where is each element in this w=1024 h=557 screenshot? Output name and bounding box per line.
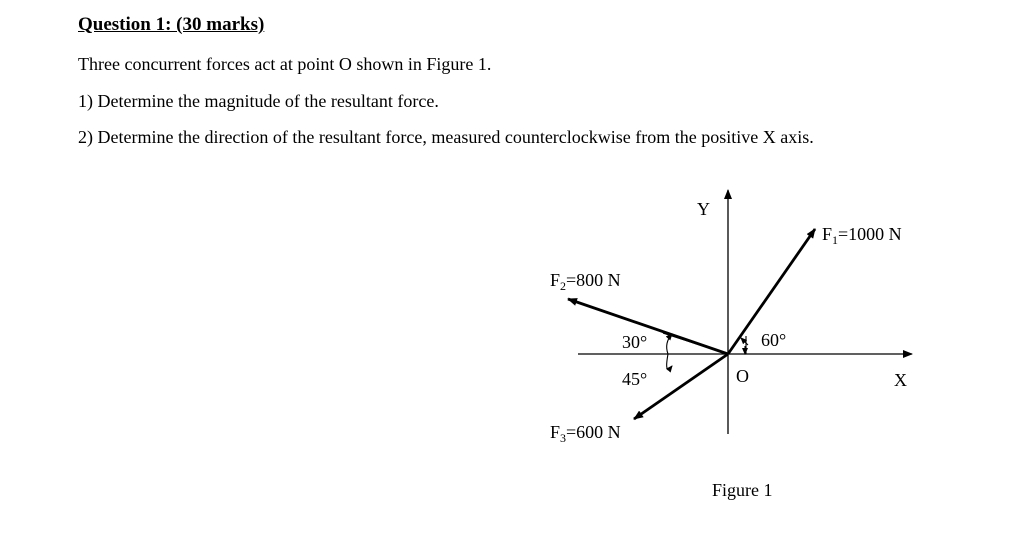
angle-60-label: 60° [761,330,787,350]
force-f2-label: $F_2=800$ N [550,270,621,293]
angle-60-indicator [741,338,748,345]
x-axis-label: X [894,370,907,390]
force-f3-subscript: 3 [560,431,567,445]
angle-45-label: 45° [622,369,648,389]
force-f3-label: $F_3=600$ N [550,422,621,445]
force-f3-magnitude: =600 N [566,422,621,442]
angle-30-arc [667,334,672,354]
figure-caption: Figure 1 [712,480,773,500]
question-title: Question 1: (30 marks) [78,14,265,35]
force-f1-label: $F_1=1000$ N [822,224,902,247]
y-axis-label: Y [697,199,710,219]
origin-label: O [736,366,749,386]
force-f1-magnitude: =1000 N [838,224,902,244]
question-part-2: 2) Determine the direction of the resultant force, measured counterclockwise from the positive X axis. [78,127,814,147]
question-intro: Three concurrent forces act at point O shown in Figure 1. [78,54,492,74]
force-f2-magnitude: =800 N [566,270,621,290]
f2-angle-reference-line [663,333,728,354]
angle-30-label: 30° [622,332,648,352]
question-part-1: 1) Determine the magnitude of the resultant force. [78,91,439,111]
angle-45-arc [667,354,672,369]
force-f2-subscript: 2 [560,279,567,293]
force-f3-arrow [634,354,728,419]
force-f1-subscript: 1 [832,233,839,247]
